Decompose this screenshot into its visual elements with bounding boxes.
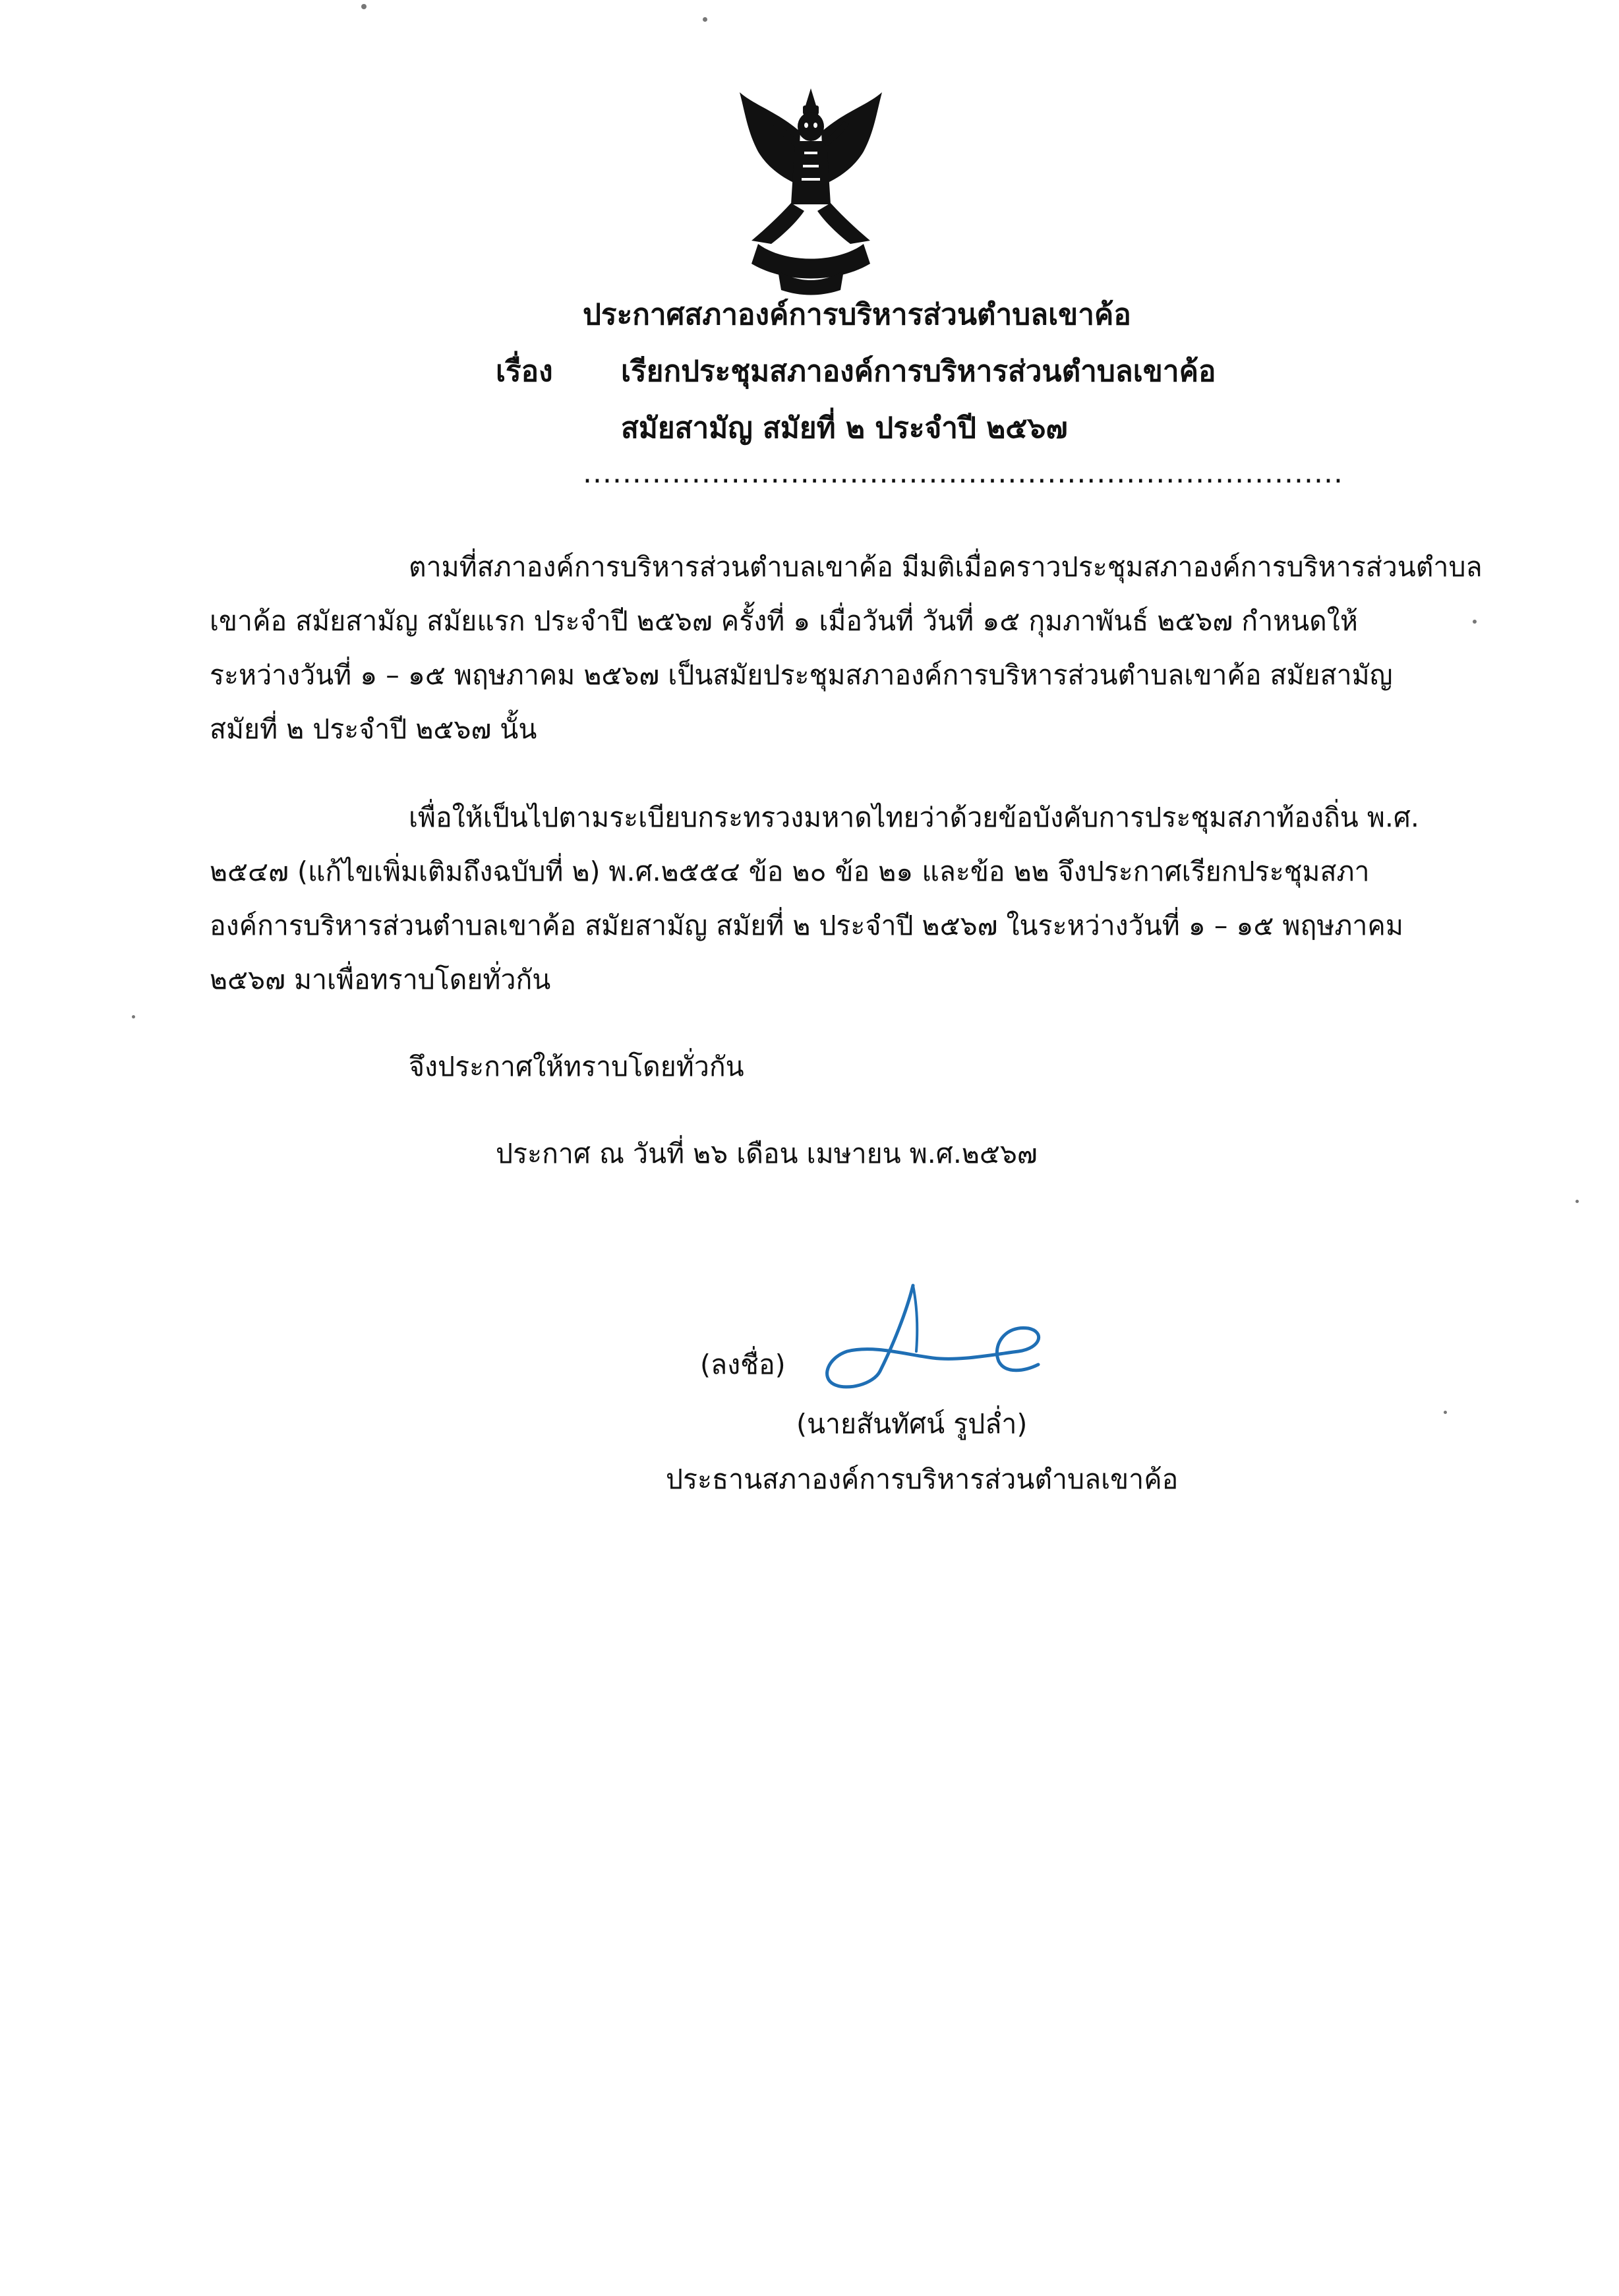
header-divider: .............................................................................	[583, 456, 1343, 490]
paragraph-1-line-4: สมัยที่ ๒ ประจำปี ๒๕๖๗ นั้น	[210, 713, 537, 745]
closing-statement: จึงประกาศให้ทราบโดยทั่วกัน	[409, 1051, 744, 1082]
handwritten-signature	[808, 1272, 1051, 1411]
paragraph-2-line-1: เพื่อให้เป็นไปตามระเบียบกระทรวงมหาดไทยว่าด้วยข้อบังคับการประชุมสภาท้องถิ่น พ.ศ.	[409, 802, 1419, 833]
scan-speck	[361, 4, 367, 9]
garuda-emblem	[732, 86, 890, 297]
signature-label: (ลงชื่อ)	[700, 1349, 786, 1380]
subject-line-2: สมัยสามัญ สมัยที่ ๒ ประจำปี ๒๕๖๗	[621, 411, 1068, 445]
scan-speck	[132, 1015, 135, 1018]
signatory-position: ประธานสภาองค์การบริหารส่วนตำบลเขาค้อ	[666, 1463, 1179, 1495]
paragraph-1-line-1: ตามที่สภาองค์การบริหารส่วนตำบลเขาค้อ มีมติเมื่อคราวประชุมสภาองค์การบริหารส่วนตำบล	[409, 551, 1483, 583]
scan-speck	[703, 17, 707, 22]
paragraph-1-line-3: ระหว่างวันที่ ๑ – ๑๕ พฤษภาคม ๒๕๖๗ เป็นสมัยประชุมสภาองค์การบริหารส่วนตำบลเขาค้อ สมัยสามัญ	[210, 659, 1393, 691]
paragraph-2-line-4: ๒๕๖๗ มาเพื่อทราบโดยทั่วกัน	[210, 964, 551, 995]
paragraph-1-line-2: เขาค้อ สมัยสามัญ สมัยแรก ประจำปี ๒๕๖๗ ครั้งที่ ๑ เมื่อวันที่ วันที่ ๑๕ กุมภาพันธ์ ๒๕๖๗ กำหนดให้	[210, 605, 1358, 637]
scan-speck	[1444, 1411, 1447, 1414]
scan-speck	[1575, 1200, 1579, 1203]
announcement-title: ประกาศสภาองค์การบริหารส่วนตำบลเขาค้อ	[583, 298, 1131, 332]
paragraph-2-line-3: องค์การบริหารส่วนตำบลเขาค้อ สมัยสามัญ สมัยที่ ๒ ประจำปี ๒๕๖๗ ในระหว่างวันที่ ๑ – ๑๕ พฤษภาคม	[210, 910, 1403, 941]
signatory-name: (นายสันทัศน์ รูปล่ำ)	[796, 1408, 1028, 1440]
paragraph-2-line-2: ๒๕๔๗ (แก้ไขเพิ่มเติมถึงฉบับที่ ๒) พ.ศ.๒๕๕๔ ข้อ ๒๐ ข้อ ๒๑ และข้อ ๒๒ จึงประกาศเรียกประชุมสภา	[210, 856, 1370, 887]
subject-label: เรื่อง	[496, 355, 553, 388]
scan-speck	[1473, 620, 1477, 624]
subject-line-1: เรียกประชุมสภาองค์การบริหารส่วนตำบลเขาค้อ	[621, 355, 1216, 388]
announcement-date: ประกาศ ณ วันที่ ๒๖ เดือน เมษายน พ.ศ.๒๕๖๗	[496, 1138, 1038, 1169]
